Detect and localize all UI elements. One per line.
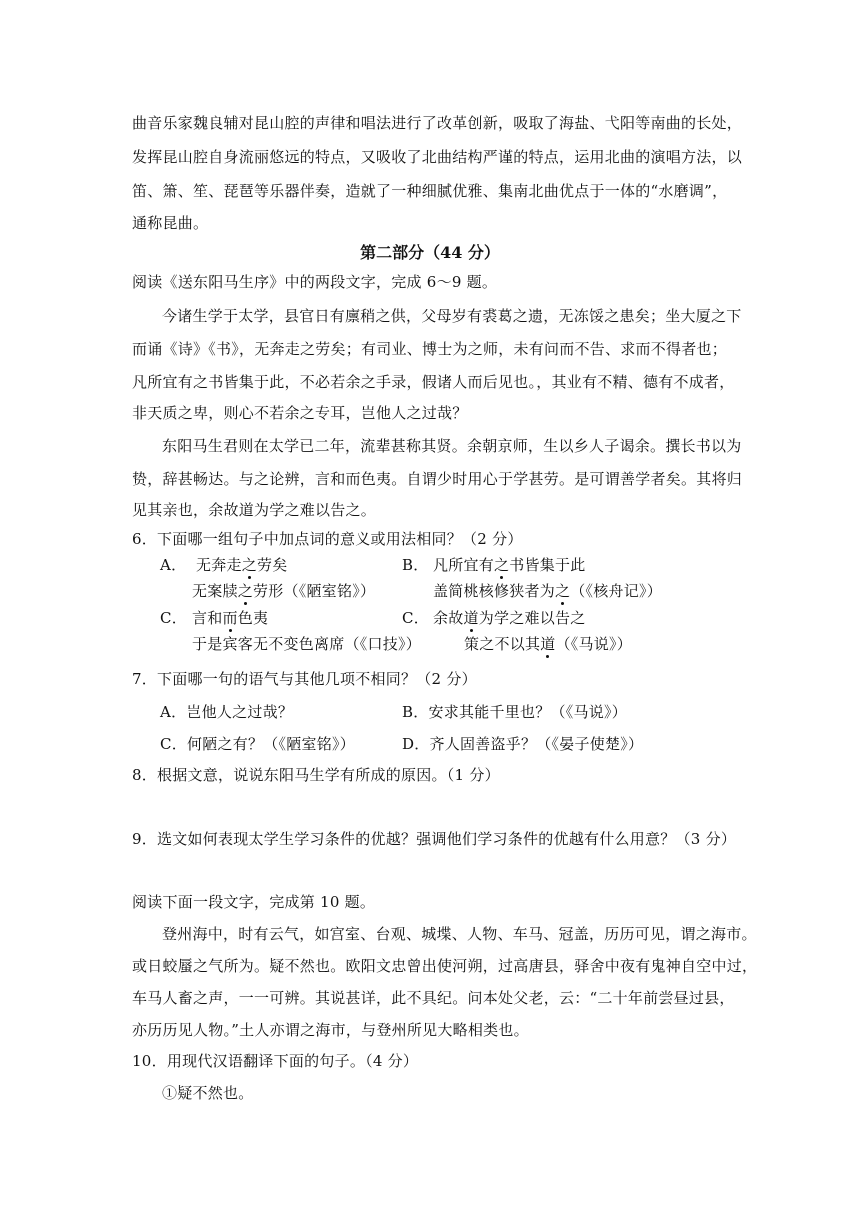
q10-item-1: ①疑不然也。 — [162, 1084, 254, 1102]
q6-option-d-line2: 策之不以其道（《马说》） — [464, 635, 633, 653]
q6-option-a-label: A． — [160, 556, 187, 574]
q6-option-b-label: B． — [402, 556, 429, 574]
intro-line-1: 曲音乐家魏良辅对昆山腔的声律和唱法进行了改革创新，吸取了海盐、弋阳等南曲的长处， — [132, 114, 743, 132]
emphasis-dot-word: 之 — [237, 582, 254, 600]
q10-stem: 10．用现代汉语翻译下面的句子。（4 分） — [132, 1052, 419, 1070]
intro-line-2: 发挥昆山腔自身流丽悠远的特点，又吸收了北曲结构严谨的特点，运用北曲的演唱方法，以 — [132, 148, 743, 166]
emphasis-dot-word: 道 — [540, 635, 556, 653]
q6-option-b-line1: 凡所宜有之书皆集于此 — [433, 556, 586, 574]
q7-option-d: D．齐人固善盗乎？（《晏子使楚》） — [402, 735, 644, 753]
q6-option-d-label: C． — [402, 609, 429, 627]
q6-option-c-line2: 于是宾客无不变色离席（《口技》） — [192, 635, 422, 653]
q6-option-a-line1: 无奔走之劳矣 — [196, 556, 288, 574]
emphasis-dot-word: 之 — [241, 556, 258, 574]
q7-option-c: C．何陋之有？（《陋室铭》） — [160, 735, 355, 753]
passage2-line-1: 东阳马生君则在太学已二年，流辈甚称其贤。余朝京师，生以乡人子谒余。撰长书以为 — [162, 437, 742, 455]
q6-option-b-line2: 盖简桃核修狭者为之（《核舟记》） — [433, 582, 663, 600]
passage3-line-3: 车马人畜之声，一一可辨。其说甚详，此不具纪。问本处父老，云：“二十年前尝昼过县， — [132, 989, 735, 1007]
q7-option-a: A．岂他人之过哉？ — [160, 703, 294, 721]
q6-option-c-line1: 言和而色夷 — [192, 609, 269, 627]
instruction-1: 阅读《送东阳马生序》中的两段文字，完成 6～9 题。 — [132, 273, 498, 291]
q6-option-a-line2: 无案牍之劳形（《陋室铭》） — [192, 582, 376, 600]
q7-option-b: B．安求其能千里也？（《马说》） — [402, 703, 628, 721]
q8-stem: 8．根据文意，说说东阳马生学有所成的原因。（1 分） — [132, 766, 500, 784]
passage1-line-4: 非天质之卑，则心不若余之专耳，岂他人之过哉？ — [132, 404, 468, 422]
instruction-2: 阅读下面一段文字，完成第 10 题。 — [132, 893, 376, 911]
emphasis-dot-word: 道 — [463, 609, 479, 627]
q9-stem: 9．选文如何表现太学生学习条件的优越？强调他们学习条件的优越有什么用意？（3 分） — [132, 830, 737, 848]
passage1-line-2: 而诵《诗》《书》，无奔走之劳矣；有司业、博士为之师，未有问而不告、求而不得者也； — [132, 340, 728, 358]
passage1-line-1: 今诸生学于太学，县官日有廪稍之供，父母岁有裘葛之遗，无冻馁之患矣；坐大厦之下 — [162, 307, 742, 325]
q6-option-d-line1: 余故道为学之难以告之 — [433, 609, 586, 627]
passage1-line-3: 凡所宜有之书皆集于此，不必若余之手录，假诸人而后见也。，其业有不精、德有不成者， — [132, 373, 735, 391]
section-title: 第二部分（44 分） — [360, 243, 500, 262]
intro-line-3: 笛、箫、笙、琵琶等乐器伴奏，造就了一种细腻优雅、集南北曲优点于一体的“水磨调”， — [132, 182, 728, 200]
emphasis-dot-word: 之 — [494, 556, 510, 574]
intro-line-4: 通称昆曲。 — [132, 214, 209, 232]
passage3-line-1: 登州海中，时有云气，如宫室、台观、城堞、人物、车马、冠盖，历历可见，谓之海市。 — [162, 925, 757, 943]
passage3-line-2: 或日蛟蜃之气所为。疑不然也。欧阳文忠曾出使河朔，过高唐县，驿舍中夜有鬼神自空中过， — [132, 957, 758, 975]
q6-stem: 6．下面哪一组句子中加点词的意义或用法相同？（2 分） — [132, 530, 523, 548]
emphasis-dot-word: 之 — [555, 582, 571, 600]
q6-option-c-label: C． — [160, 609, 187, 627]
passage2-line-2: 贽，辞甚畅达。与之论辨，言和而色夷。自谓少时用心于学甚劳。是可谓善学者矣。其将归 — [132, 470, 743, 488]
passage2-line-3: 见其亲也，余故道为学之难以告之。 — [132, 501, 377, 519]
passage3-line-4: 亦历历见人物。”土人亦谓之海市，与登州所见大略相类也。 — [132, 1021, 529, 1039]
emphasis-dot-word: 而 — [222, 609, 238, 627]
q7-stem: 7．下面哪一句的语气与其他几项不相同？（2 分） — [132, 670, 477, 688]
